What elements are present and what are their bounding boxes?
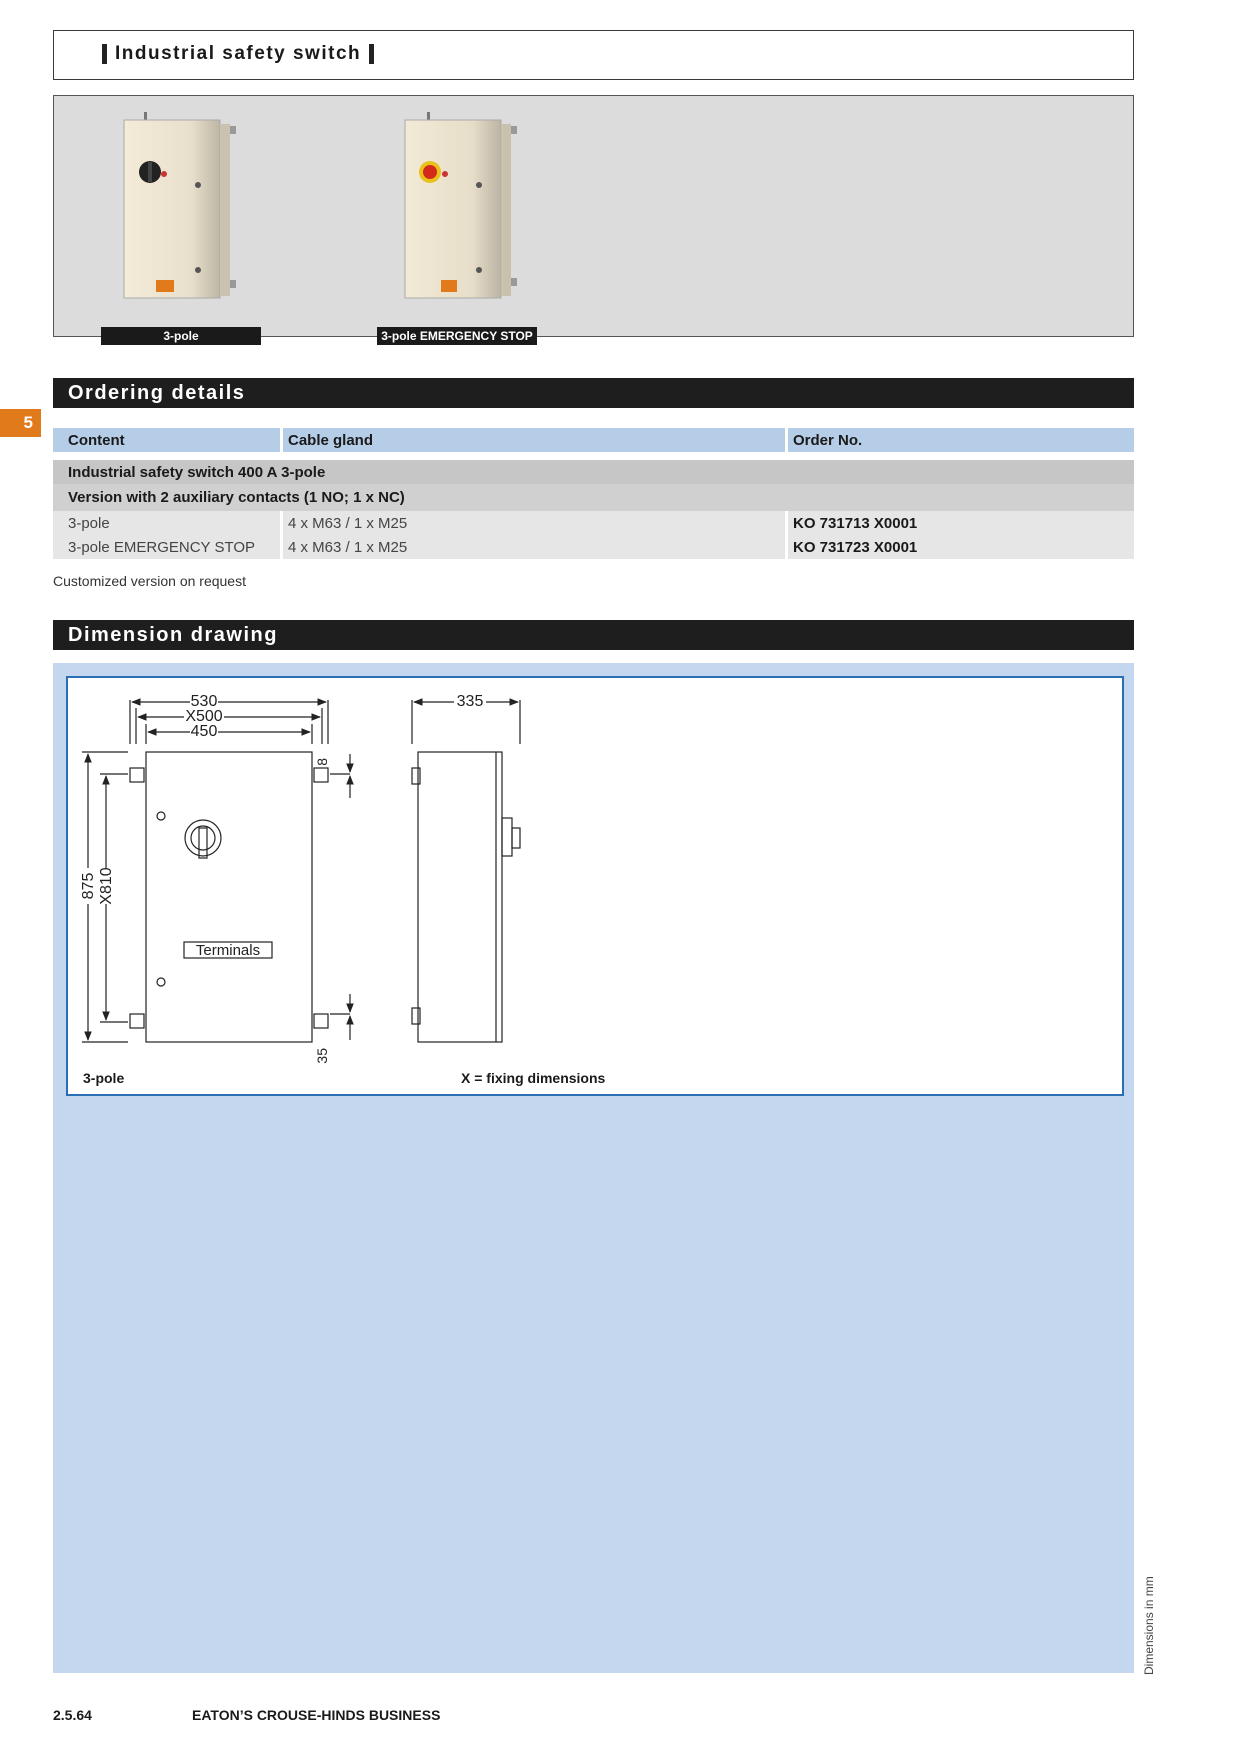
dimension-drawing — [68, 678, 1122, 1094]
column-header-order-no: Order No. — [793, 431, 863, 449]
dim-width-450: 450 — [190, 723, 218, 740]
table-group-title: Industrial safety switch 400 A 3-pole — [53, 460, 1134, 484]
title-box — [53, 30, 1134, 80]
product-photo-panel — [53, 95, 1134, 343]
page-title-text: Industrial safety switch — [115, 43, 362, 64]
table-row — [53, 535, 1134, 559]
photo-caption-3-pole: 3-pole — [101, 327, 261, 345]
dim-height-875: 875 — [80, 872, 97, 900]
section-heading-dimension: Dimension drawing — [53, 620, 1134, 650]
dim-depth-335: 335 — [456, 693, 484, 710]
dim-height-x810: X810 — [98, 867, 115, 905]
product-photo-emergency-stop — [397, 110, 527, 310]
photo-caption-emergency-stop: 3-pole EMERGENCY STOP — [377, 327, 537, 345]
cell-order-no: KO 731713 X0001 — [793, 514, 918, 532]
cell-cable-gland: 4 x M63 / 1 x M25 — [283, 511, 788, 535]
note-customized: Customized version on request — [53, 573, 246, 589]
page-number: 2.5.64 — [53, 1707, 92, 1723]
column-header-cable-gland: Cable gland — [283, 428, 788, 452]
dim-width-530: 530 — [190, 693, 218, 710]
cell-content: 3-pole EMERGENCY STOP — [53, 535, 283, 559]
dim-offset-35: 35 — [314, 1048, 330, 1064]
cell-order-no: KO 731723 X0001 — [793, 538, 918, 556]
dimension-frame — [66, 676, 1124, 1096]
table-row — [53, 511, 1134, 535]
dimension-caption-3-pole: 3-pole — [83, 1070, 125, 1086]
footer-brand: EATON’S CROUSE-HINDS BUSINESS — [192, 1707, 441, 1723]
table-header — [53, 428, 1134, 452]
cell-content: 3-pole — [53, 511, 283, 535]
dim-offset-8: 8 — [314, 758, 330, 766]
ordering-table — [53, 428, 1134, 559]
dimension-caption-fixing: X = fixing dimensions — [461, 1070, 606, 1086]
cell-cable-gland: 4 x M63 / 1 x M25 — [283, 535, 788, 559]
product-photo-3-pole — [116, 110, 246, 310]
terminals-label: Terminals — [195, 942, 261, 959]
dim-width-x500: X500 — [185, 708, 223, 725]
section-heading-ordering: Ordering details — [53, 378, 1134, 408]
table-group-subtitle: Version with 2 auxiliary contacts (1 NO; 1 x NC) — [53, 484, 1134, 511]
page-title — [94, 43, 382, 65]
chapter-tab: 5 — [0, 409, 41, 437]
units-note: Dimensions in mm — [1142, 1576, 1156, 1675]
column-header-content: Content — [53, 428, 283, 452]
